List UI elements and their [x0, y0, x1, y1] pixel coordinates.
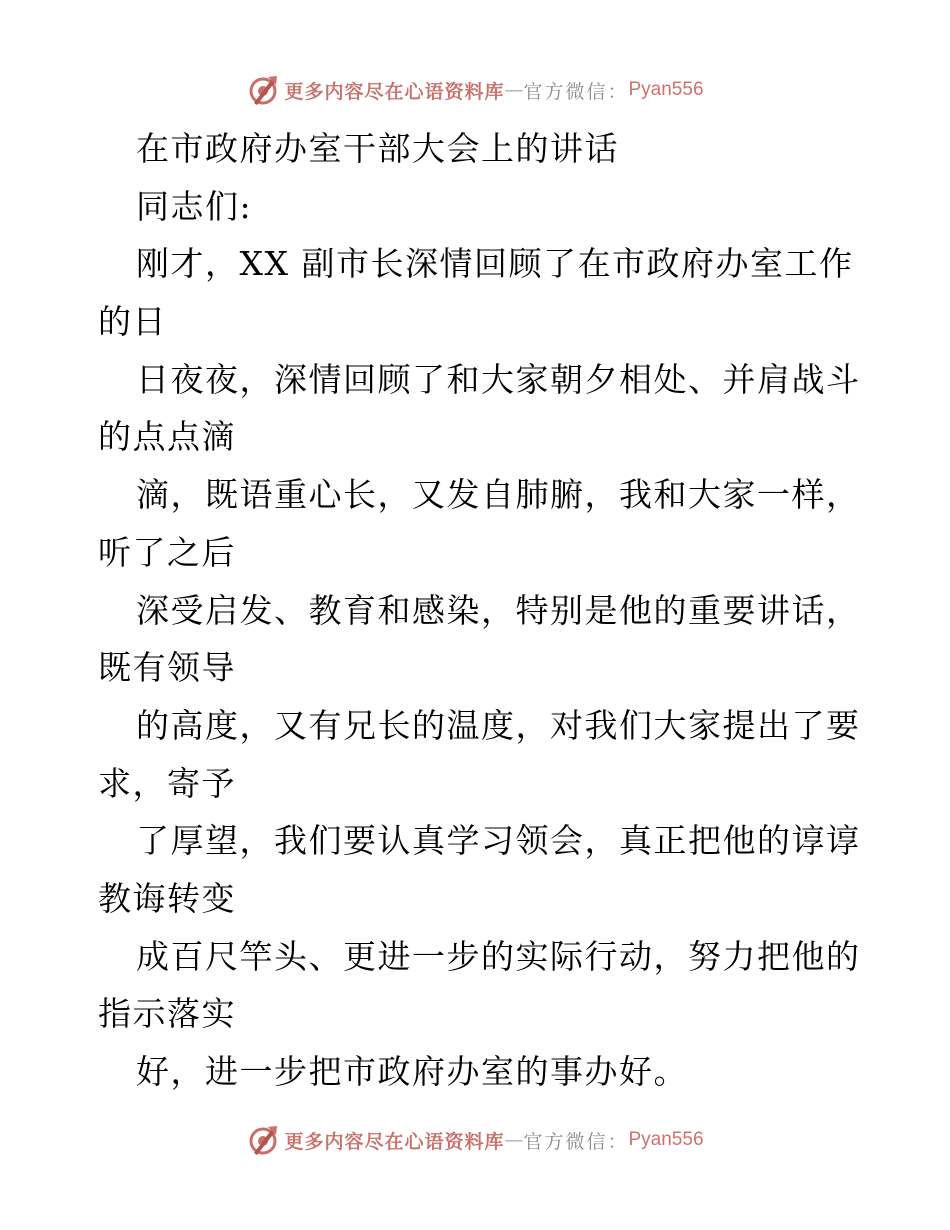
- quill-logo-icon: [246, 73, 280, 107]
- text-line: 听了之后: [98, 532, 236, 572]
- quill-logo-icon: [246, 1123, 280, 1157]
- text-line: 教诲转变: [98, 878, 236, 918]
- watermark-dash: —: [504, 1129, 524, 1151]
- watermark-wechat-label: 官方微信：: [523, 80, 629, 103]
- watermark-wechat-label: 官方微信：: [523, 1130, 629, 1153]
- text-line: 深受启发、教育和感染，特别是他的重要讲话，: [136, 590, 861, 630]
- watermark-wechat-id: Pyan556: [628, 79, 704, 100]
- document-title: 在市政府办室干部大会上的讲话: [136, 129, 619, 168]
- text-line: 的日: [98, 302, 167, 342]
- text-line: 同志们:: [136, 186, 253, 226]
- watermark-text: 更多内容尽在心语资料库: [284, 80, 505, 103]
- watermark-text: 更多内容尽在心语资料库: [284, 1130, 505, 1153]
- text-line: 成百尺竿头、更进一步的实际行动，努力把他的: [136, 936, 861, 976]
- watermark-dash: —: [504, 79, 524, 101]
- text-line: 好，进一步把市政府办室的事办好。: [136, 1052, 688, 1091]
- text-line: 既有领导: [98, 648, 236, 688]
- paragraph-lines: [98, 178, 878, 1101]
- text-line: 了厚望，我们要认真学习领会，真正把他的谆谆: [136, 821, 861, 861]
- text-line: 刚才，XX 副市长深情回顾了在市政府办室工作: [136, 244, 854, 284]
- text-line: 的点点滴: [98, 417, 236, 457]
- text-line: 指示落实: [98, 994, 236, 1034]
- text-line: 求，寄予: [98, 763, 236, 803]
- text-line: 的高度，又有兄长的温度，对我们大家提出了要: [136, 705, 861, 745]
- header-watermark: [0, 70, 950, 110]
- footer-watermark: [0, 1120, 950, 1160]
- text-line: 日夜夜，深情回顾了和大家朝夕相处、并肩战斗: [136, 359, 861, 399]
- document-body: [98, 120, 878, 1101]
- text-line: 滴，既语重心长，又发自肺腑，我和大家一样，: [136, 475, 861, 515]
- watermark-wechat-id: Pyan556: [628, 1129, 704, 1150]
